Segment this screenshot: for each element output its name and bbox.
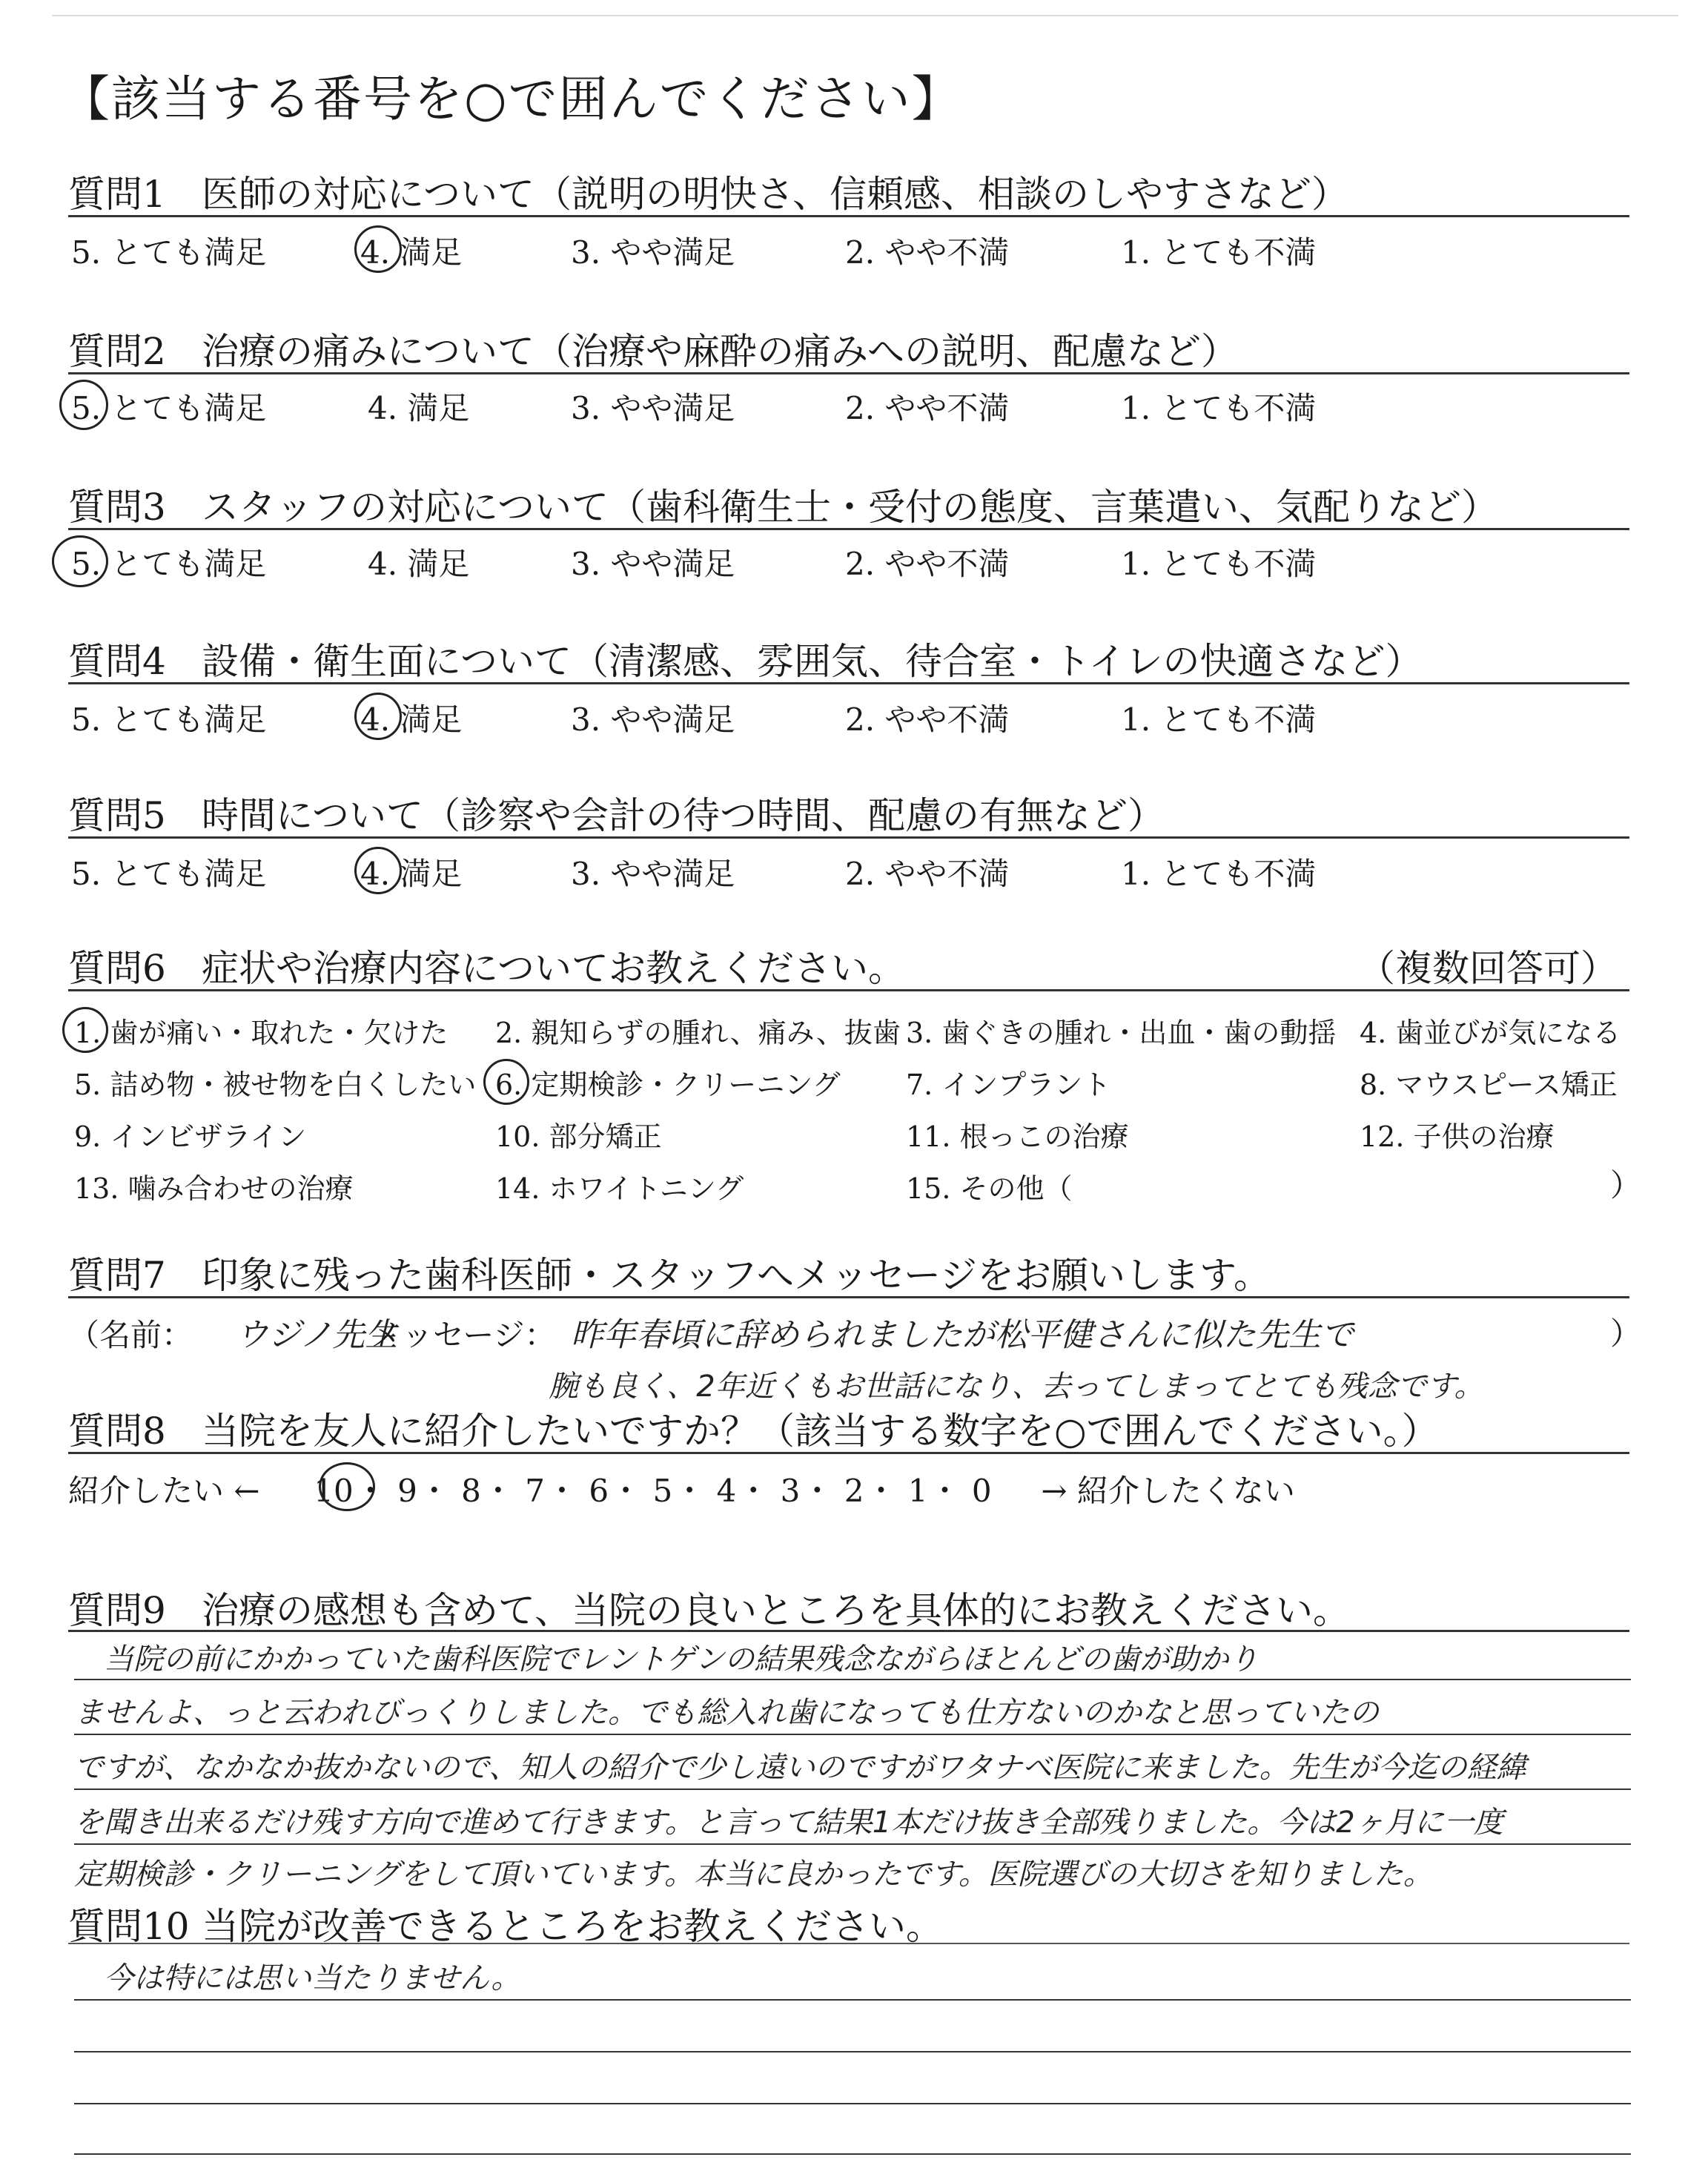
q10-line-4 [74, 2153, 1631, 2155]
q5-option-2[interactable]: 2. やや不満 [845, 856, 1010, 892]
question-6-text: 症状や治療内容についてお教えください。 [202, 947, 905, 990]
q9-answer-line-4[interactable]: を聞き出来るだけ残す方向で進めて行きます。と言って結果1本だけ抜き全部残りました。今は2ヶ月に一度 [74, 1806, 1503, 1840]
q6-option-12[interactable]: 12. 子供の治療 [1360, 1120, 1555, 1153]
question-1-text: 医師の対応について（説明の明快さ、信頼感、相談のしやすさなど） [202, 173, 1348, 216]
question-10-number: 質問10 [68, 1905, 190, 1948]
q9-line-4 [74, 1843, 1631, 1845]
q2-option-2[interactable]: 2. やや不満 [845, 390, 1010, 426]
q3-option-2[interactable]: 2. やや不満 [845, 546, 1010, 582]
q6-option-7[interactable]: 7. インプラント [906, 1069, 1111, 1101]
q6-other-close-paren: ） [1610, 1167, 1642, 1203]
q6-option-3[interactable]: 3. 歯ぐきの腫れ・出血・歯の動揺 [906, 1017, 1337, 1049]
q5-option-5[interactable]: 5. とても満足 [71, 856, 267, 892]
question-3-text: スタッフの対応について（歯科衛生士・受付の態度、言葉遣い、気配りなど） [202, 486, 1498, 529]
question-6 [68, 939, 1618, 992]
q8-scale-2[interactable]: 2 [844, 1473, 864, 1509]
question-8 [68, 1401, 1439, 1455]
q3-option-3[interactable]: 3. やや満足 [571, 546, 735, 582]
question-8-rule [68, 1452, 1629, 1454]
question-1-rule [68, 215, 1629, 217]
q9-answer-line-5[interactable]: 定期検診・クリーニングをして頂いています。本当に良かったです。医院選びの大切さを知りました。 [74, 1857, 1433, 1892]
q2-selection-circle [59, 380, 108, 430]
q8-right-label: → 紹介したくない [1041, 1473, 1295, 1509]
q7-message-line-1[interactable]: 昨年春頃に辞められましたが松平健さんに似た先生で [571, 1316, 1354, 1354]
q9-answer-line-1[interactable]: 当院の前にかかっていた歯科医院でレントゲンの結果残念ながらほとんどの歯が助かり [104, 1642, 1259, 1677]
q5-option-1[interactable]: 1. とても不満 [1121, 856, 1317, 892]
q6-option-4[interactable]: 4. 歯並びが気になる [1360, 1017, 1621, 1049]
question-2-rule [68, 372, 1629, 374]
q4-option-2[interactable]: 2. やや不満 [845, 701, 1010, 738]
question-6-number: 質問6 [68, 947, 166, 990]
question-9-number: 質問9 [68, 1589, 166, 1632]
q7-message-label: メッセージ： [371, 1317, 556, 1353]
q4-option-1[interactable]: 1. とても不満 [1121, 701, 1317, 738]
question-4-rule [68, 682, 1629, 684]
q8-scale-5[interactable]: 5 [652, 1473, 673, 1509]
q10-line-3 [74, 2103, 1631, 2104]
q6-option-15[interactable]: 15. その他（ [906, 1172, 1073, 1205]
q6-selection-circle-1 [62, 1007, 108, 1053]
q8-scale-4[interactable]: 4 [716, 1473, 737, 1509]
question-6-note: （複数回答可） [1358, 947, 1618, 990]
q3-option-5[interactable]: 5. とても満足 [71, 546, 267, 582]
q8-scale-3[interactable]: 3 [780, 1473, 801, 1509]
q1-option-3[interactable]: 3. やや満足 [571, 234, 735, 271]
question-9-rule [68, 1630, 1629, 1632]
question-7-text: 印象に残った歯科医師・スタッフへメッセージをお願いします。 [202, 1254, 1271, 1297]
q5-option-4[interactable]: 4. 満足 [360, 856, 463, 892]
question-9-text: 治療の感想も含めて、当院の良いところを具体的にお教えください。 [202, 1589, 1350, 1632]
question-7 [68, 1246, 1271, 1299]
q9-answer-line-2[interactable]: ませんよ、っと云われびっくりしました。でも総入れ歯になっても仕方ないのかなと思っていたの [74, 1696, 1379, 1730]
q8-scale-0[interactable]: 0 [971, 1473, 992, 1509]
question-5-rule [68, 836, 1629, 839]
question-2-number: 質問2 [68, 330, 166, 373]
q2-option-3[interactable]: 3. やや満足 [571, 390, 735, 426]
q8-scale-7[interactable]: 7 [525, 1473, 545, 1509]
q2-option-4[interactable]: 4. 満足 [368, 390, 470, 426]
q1-option-4[interactable]: 4. 満足 [360, 234, 463, 271]
q6-option-6[interactable]: 6. 定期検診・クリーニング [495, 1069, 841, 1101]
question-9 [68, 1581, 1350, 1634]
q5-option-3[interactable]: 3. やや満足 [571, 856, 735, 892]
question-1 [68, 165, 1348, 218]
q3-option-1[interactable]: 1. とても不満 [1121, 546, 1317, 582]
q1-option-5[interactable]: 5. とても満足 [71, 234, 267, 271]
q2-option-5[interactable]: 5. とても満足 [71, 390, 267, 426]
q8-scale: 紹介したい ← 10・ 9・ 8・ 7・ 6・ 5・ 4・ 3・ 2・ 1・ 0 → 紹介したくない [68, 1467, 1295, 1511]
q6-option-11[interactable]: 11. 根っこの治療 [906, 1120, 1129, 1153]
q9-answer-line-3[interactable]: ですが、なかなか抜かないので、知人の紹介で少し遠いのですがワタナベ医院に来ました。先生が今迄の経緯 [74, 1751, 1526, 1785]
q6-option-9[interactable]: 9. インビザライン [74, 1120, 307, 1153]
q5-selection-circle [354, 847, 402, 894]
q8-scale-10[interactable]: 10 [314, 1473, 354, 1509]
q6-option-14[interactable]: 14. ホワイトニング [495, 1172, 744, 1205]
question-3-number: 質問3 [68, 486, 166, 529]
q4-option-3[interactable]: 3. やや満足 [571, 701, 735, 738]
q4-selection-circle [354, 693, 402, 740]
question-2-text: 治療の痛みについて（治療や麻酔の痛みへの説明、配慮など） [202, 330, 1238, 373]
question-4-text: 設備・衛生面について（清潔感、雰囲気、待合室・トイレの快適さなど） [202, 640, 1423, 683]
q1-option-2[interactable]: 2. やや不満 [845, 234, 1010, 271]
question-7-number: 質問7 [68, 1254, 166, 1297]
question-10-rule [68, 1943, 1629, 1944]
q8-scale-6[interactable]: 6 [589, 1473, 609, 1509]
q6-option-10[interactable]: 10. 部分矯正 [495, 1120, 662, 1153]
q8-scale-8[interactable]: 8 [461, 1473, 481, 1509]
q9-line-1 [74, 1679, 1631, 1680]
q6-option-2[interactable]: 2. 親知らずの腫れ、痛み、抜歯 [495, 1017, 901, 1049]
q4-option-5[interactable]: 5. とても満足 [71, 701, 267, 738]
q1-selection-circle [354, 225, 402, 273]
question-4-number: 質問4 [68, 640, 166, 683]
question-5-number: 質問5 [68, 794, 166, 837]
question-3 [68, 478, 1498, 531]
q7-message-line-2[interactable]: 腕も良く、2年近くもお世話になり、去ってしまってとても残念です。 [549, 1370, 1484, 1404]
q4-option-4[interactable]: 4. 満足 [360, 701, 463, 738]
question-2 [68, 322, 1238, 375]
q8-left-label: 紹介したい ← [68, 1473, 260, 1509]
q7-name-value[interactable]: ウジノ先生 [236, 1316, 398, 1354]
q3-selection-circle [52, 535, 108, 587]
question-8-text: 当院を友人に紹介したいですか？（該当する数字を○で囲んでください。） [202, 1410, 1439, 1453]
question-10-text: 当院が改善できるところをお教えください。 [202, 1905, 943, 1948]
question-5 [68, 786, 1165, 839]
q10-answer[interactable]: 今は特には思い当たりません。 [104, 1961, 521, 1995]
q6-option-1[interactable]: 1. 歯が痛い・取れた・欠けた [74, 1017, 448, 1049]
q6-option-5[interactable]: 5. 詰め物・被せ物を白くしたい [74, 1069, 477, 1101]
question-3-rule [68, 528, 1629, 530]
q10-line-1 [74, 1999, 1631, 2001]
question-1-number: 質問1 [68, 173, 166, 216]
q7-close-paren: ） [1610, 1315, 1642, 1352]
q8-selection-circle [319, 1462, 375, 1511]
question-7-rule [68, 1296, 1629, 1298]
q10-line-2 [74, 2051, 1631, 2052]
q9-line-3 [74, 1789, 1631, 1790]
q8-scale-1[interactable]: 1 [907, 1473, 928, 1509]
question-8-number: 質問8 [68, 1410, 166, 1453]
q1-option-1[interactable]: 1. とても不満 [1121, 234, 1317, 271]
q7-name-label: （名前： [68, 1317, 193, 1353]
q3-option-4[interactable]: 4. 満足 [368, 546, 470, 582]
q6-option-8[interactable]: 8. マウスピース矯正 [1360, 1069, 1618, 1101]
page-heading: 【該当する番号を○で囲んでください】 [61, 70, 962, 128]
q8-scale-9[interactable]: 9 [397, 1473, 417, 1509]
question-5-text: 時間について（診察や会計の待つ時間、配慮の有無など） [202, 794, 1165, 837]
q6-option-13[interactable]: 13. 噛み合わせの治療 [74, 1172, 354, 1205]
question-6-rule [68, 989, 1629, 991]
q2-option-1[interactable]: 1. とても不満 [1121, 390, 1317, 426]
q9-line-2 [74, 1734, 1631, 1735]
q6-selection-circle-6 [483, 1059, 529, 1105]
question-4 [68, 632, 1423, 685]
top-border [52, 15, 1678, 16]
